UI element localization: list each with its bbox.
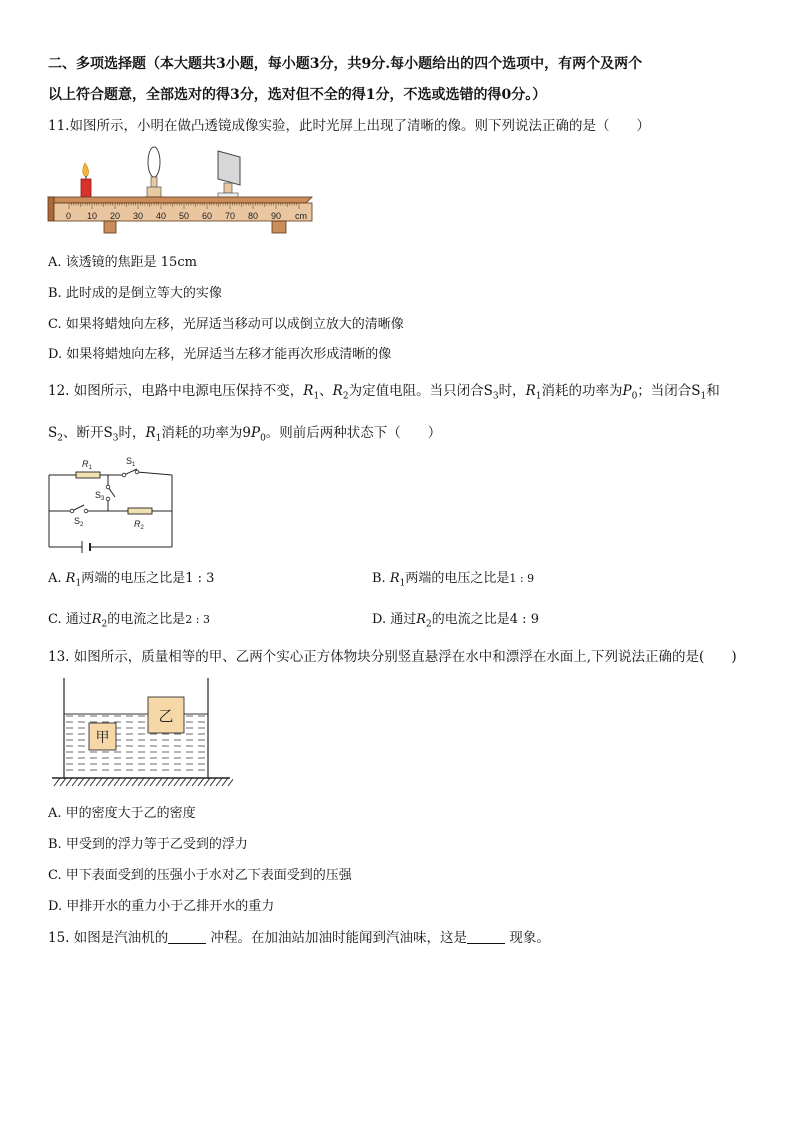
- q15-blank-2[interactable]: [467, 929, 505, 944]
- p0-sub: 0: [631, 391, 638, 402]
- s2-symbol: S: [48, 425, 58, 441]
- circuit-s1-label: $S_1$: [126, 456, 136, 468]
- q13-option-c: C. 甲下表面受到的压强小于水对乙下表面受到的压强: [48, 868, 352, 883]
- q12-c-mid: 的电流之比是: [107, 612, 186, 627]
- q11-option-d: D. 如果将蜡烛向左移，光屏适当左移才能再次形成清晰的像: [48, 347, 392, 362]
- r1-symbol-2: R: [525, 383, 536, 399]
- q11-option-c: C. 如果将蜡烛向左移，光屏适当移动可以成倒立放大的清晰像: [48, 317, 404, 332]
- q12-c-r2: R: [91, 612, 102, 627]
- q11-option-a: A. 该透镜的焦距是 15cm: [48, 255, 197, 270]
- s3-sub: 3: [492, 391, 499, 402]
- q12-stem-d: 消耗的功率为: [541, 383, 623, 399]
- q12-stem-line2: [48, 424, 441, 448]
- s2-sub: 2: [57, 433, 63, 444]
- q12-d-mid: 的电流之比是: [431, 612, 510, 627]
- r2-sub: 2: [342, 391, 349, 402]
- q12-line2-c: 时，: [118, 425, 146, 441]
- ruler-tick-60: 60: [202, 211, 213, 221]
- resistor-r2-icon: [128, 508, 152, 514]
- block-yi-label: 乙: [158, 707, 174, 725]
- ruler-tick-90: 90: [271, 211, 282, 221]
- r1-symbol-3: R: [145, 425, 156, 441]
- q12-option-d: [372, 611, 539, 634]
- p0-symbol-2: P: [250, 425, 261, 441]
- q12-sep: 、: [319, 383, 333, 399]
- p0-symbol: P: [622, 383, 632, 399]
- q11-optical-bench-figure: [44, 145, 319, 245]
- battery-icon: [82, 541, 90, 553]
- q12-option-a: [48, 570, 214, 593]
- q12-b-pre: B.: [372, 571, 390, 586]
- ruler-tick-30: 30: [133, 211, 144, 221]
- optical-bench-svg: [44, 145, 319, 245]
- ruler-tick-70: 70: [225, 211, 236, 221]
- q15-part3: 现象。: [505, 930, 550, 946]
- q12-a-pre: A.: [48, 571, 66, 586]
- r2-symbol: R: [332, 383, 343, 399]
- q15-blank-1[interactable]: [168, 929, 206, 944]
- circuit-r2-label: $R_2$: [134, 519, 144, 531]
- circuit-svg: [44, 452, 179, 554]
- q12-b-r1: R: [389, 571, 400, 586]
- convex-lens-icon: [144, 147, 164, 203]
- q13-option-d: D. 甲排开水的重力小于乙排开水的重力: [48, 899, 275, 914]
- s1-sub: 1: [700, 391, 707, 402]
- section-heading-line1: 二、多项选择题（本大题共3小题，每小题3分，共9分.每小题给出的四个选项中，有两个及两个: [48, 56, 643, 72]
- water-body: [64, 714, 208, 778]
- section-heading-line2: 以上符合题意，全部选对的得3分，选对但不全的得1分，不选或选错的得0分。）: [48, 87, 547, 103]
- q13-option-b: B. 甲受到的浮力等于乙受到的浮力: [48, 837, 248, 852]
- q12-line2-d: 消耗的功率为: [161, 425, 243, 441]
- q15-part1: 15. 如图是汽油机的: [48, 930, 169, 946]
- q12-b-val: 1 : 9: [509, 572, 535, 585]
- circuit-r1-label: $R_1$: [82, 459, 92, 471]
- q12-a-r1-sub: 1: [75, 578, 82, 589]
- ruler-tick-10: 10: [87, 211, 98, 221]
- p0-sub-2: 0: [260, 433, 266, 444]
- ruler-unit: cm: [295, 211, 307, 221]
- q12-stem-c: 时，: [498, 383, 526, 399]
- q13-water-tank-figure: [48, 676, 233, 794]
- q12-c-pre: C. 通过: [48, 612, 92, 627]
- q15-stem: [48, 929, 550, 947]
- q12-stem-b: 为定值电阻。当只闭合S: [348, 383, 493, 399]
- q11-stem: 11.如图所示，小明在做凸透镜成像实验，此时光屏上出现了清晰的像。则下列说法正确的是（ ）: [48, 118, 650, 134]
- block-jia-label: 甲: [95, 730, 110, 746]
- q12-a-r1: R: [65, 571, 76, 586]
- r1-sub-3: 1: [155, 433, 162, 444]
- ruler-tick-50: 50: [179, 211, 190, 221]
- q12-stem-a: 12. 如图所示，电路中电源电压保持不变，: [48, 383, 304, 399]
- q12-stem-line1: [48, 382, 720, 406]
- r1-sub-2: 1: [535, 391, 542, 402]
- water-tank-svg: [48, 676, 233, 794]
- q13-stem: 13. 如图所示，质量相等的甲、乙两个实心正方体物块分别竖直悬浮在水中和漂浮在水面上,下列说法正确的是( ): [48, 649, 737, 665]
- q12-d-r2: R: [416, 612, 427, 627]
- q12-line2-e: 9: [242, 425, 251, 441]
- q12-option-b: [372, 570, 534, 593]
- q12-a-mid: 两端的电压之比是: [81, 571, 186, 586]
- light-screen-icon: [218, 151, 240, 199]
- q12-d-r2-sub: 2: [426, 619, 432, 630]
- ruler-tick-0: 0: [66, 211, 72, 221]
- q12-option-c: [48, 611, 210, 634]
- q12-b-r1-sub: 1: [399, 578, 406, 589]
- resistor-r1-icon: [76, 472, 100, 478]
- q12-line2-f: 。则前后两种状态下（ ）: [265, 425, 442, 441]
- q13-option-a: A. 甲的密度大于乙的密度: [48, 806, 196, 821]
- q12-stem-f: 和: [706, 383, 720, 399]
- circuit-s2-label: $S_2$: [74, 516, 84, 528]
- q12-stem-e: ；当闭合S: [637, 383, 701, 399]
- s3-sub-2: 3: [112, 433, 119, 444]
- q12-line2-b: 、断开S: [62, 425, 113, 441]
- q15-part2: 冲程。在加油站加油时能闻到汽油味，这是: [206, 930, 468, 946]
- q11-option-b: B. 此时成的是倒立等大的实像: [48, 286, 222, 301]
- ground-hatch: [52, 778, 233, 786]
- q12-circuit-figure: [44, 452, 179, 554]
- q12-b-mid: 两端的电压之比是: [405, 571, 510, 586]
- q12-d-pre: D. 通过: [372, 612, 417, 627]
- ruler-tick-80: 80: [248, 211, 259, 221]
- block-jia: [89, 723, 116, 750]
- circuit-s3-label: $S_3$: [95, 490, 105, 502]
- q12-d-val: 4 : 9: [509, 612, 539, 627]
- block-yi: [148, 697, 184, 733]
- r1-sub: 1: [313, 391, 320, 402]
- ruler-tick-20: 20: [110, 211, 121, 221]
- r1-symbol: R: [303, 383, 314, 399]
- q12-a-val: 1 : 3: [185, 571, 215, 586]
- q12-c-val: 2 : 3: [185, 613, 210, 626]
- q12-c-r2-sub: 2: [101, 619, 108, 630]
- ruler-tick-40: 40: [156, 211, 167, 221]
